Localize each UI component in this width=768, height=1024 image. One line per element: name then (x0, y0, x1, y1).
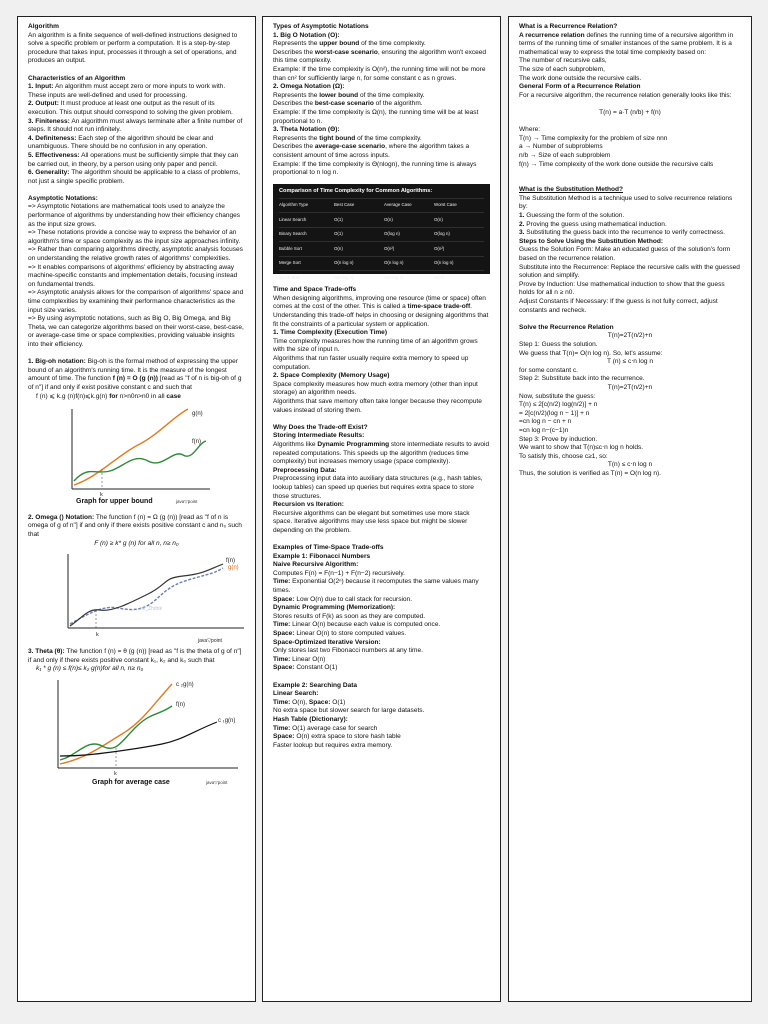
subheading: Naive Recursive Algorithm: (273, 561, 359, 569)
graph-title: Graph for average case (92, 778, 170, 786)
list-item: The size of each subproblem, (519, 65, 605, 73)
paragraph: Now, substitute the guess: (519, 392, 596, 400)
curve-label: c ₂g(n) (176, 681, 194, 688)
list-item: 2. Proving the guess using mathematical induction. (519, 220, 667, 228)
curve-label: f(n) (176, 701, 185, 708)
formula: =cn log n − cn + n (519, 418, 572, 426)
formula: =cn log n−(c−1)n (519, 426, 569, 434)
big-oh-formula: f (n) ⩽ k.g (n)f(n)⩽k.g(n) for n>n0n>n0 in all case (36, 392, 181, 400)
paragraph: A recurrence relation defines the running time of a recursive algorithm in terms of the running time of smaller instances of the same problem. It is a mathematical way to express the total time complexity based on: (519, 31, 734, 56)
paragraph: Time: O(1) average case for search (273, 724, 378, 732)
theta-heading: 3. Theta Notation (Θ): (273, 126, 340, 134)
table-cell: O(n²) (434, 245, 445, 251)
list-item: Prove by Induction: Use mathematical induction to show that the guess holds for all n ≥ n0. (519, 280, 725, 297)
paragraph: Example: If the time complexity is Θ(nlogn), the running time is always proportional to n log n. (273, 160, 477, 177)
subheading: Example 1: Fibonacci Numbers (273, 552, 371, 560)
list-item: Guess the Solution Form: Make an educated guess of the solution's form based on the recurrence relation. (519, 246, 731, 263)
column-header: Best Case (334, 202, 355, 208)
paragraph: Time: O(n), Space: O(1) (273, 698, 346, 706)
list-item: f(n) → Time complexity of the work done outside the recursive calls (519, 160, 714, 168)
omega-heading: 2. Omega Notation (Ω): (273, 83, 345, 91)
tick-label: k (114, 770, 117, 777)
curve-label: f(n) (192, 439, 201, 446)
list-item: => These notations provide a concise way to express the behavior of an algorithm's time or space complexity as the input size approaches infinity. (28, 229, 241, 245)
complexity-table (273, 184, 490, 280)
subheading: Storing Intermediate Results: (273, 432, 365, 440)
paragraph: Represents the lower bound of the time complexity. (273, 91, 425, 99)
paragraph: Represents the tight bound of the time complexity. (273, 134, 422, 142)
paragraph: Computes F(n) = F(n−1) + F(n−2) recursively. (273, 569, 405, 577)
paragraph: Example: If the time complexity is O(n²), the running time will not be more than cn² for sufficiently large n, for some constant c as n grows. (273, 65, 486, 82)
table-header-row (279, 198, 484, 213)
curve-label: f(n) (226, 558, 235, 565)
paragraph: Recursive algorithms can be elegant but sometimes use more stack space. Iterative algorithms may use less space but might be slower depending on the problem. (273, 509, 470, 534)
tick-label: k (96, 632, 99, 639)
list-item: a → Number of subproblems (519, 143, 603, 151)
paragraph: Space complexity measures how much extra memory (other than input storage) an algorithm needs. (273, 380, 478, 397)
column-algorithms (17, 16, 256, 1002)
table-row (279, 227, 484, 242)
paragraph: Algorithms like Dynamic Programming store intermediate results to avoid repeated computations. This speeds up the algorithm (reduces time complexity) but increases memory usage (space complexity). (273, 440, 490, 466)
subheading: Example 2: Searching Data (273, 681, 358, 689)
list-item: 6. Generality: The algorithm should be applicable to a class of problems, not just a single specific problem. (28, 169, 241, 185)
omega-formula: F (n) ≥ k* g (n) for all n, n≥ n₀ (94, 539, 179, 547)
algorithm-heading: Algorithm (28, 23, 59, 30)
column-notations-tradeoffs (262, 16, 501, 1002)
table-row (279, 212, 484, 227)
tradeoffs-heading: Time and Space Trade-offs (273, 286, 357, 294)
upper-bound-graph (58, 405, 218, 505)
lower-bound-graph (48, 550, 248, 648)
list-item: Substitute into the Recurrence: Replace the recursive calls with the guessed solution and simplify. (519, 263, 740, 280)
list-item: 3. Substituting the guess back into the recurrence to verify correctness. (519, 229, 725, 237)
graph-title: Graph for upper bound (76, 498, 153, 506)
list-item: 2. Output: It must produce at least one output as the result of its execution. This output should correspond to solving the given problem. (28, 100, 233, 116)
paragraph: for some constant c. (519, 366, 578, 374)
faint-label: nk_Zhdnk (140, 606, 162, 613)
paragraph: Step 2: Substitute back into the recurrence. (519, 375, 645, 383)
paragraph: Algorithms that run faster usually require extra memory to speed up computation. (273, 355, 469, 371)
list-item: => Rather than comparing algorithms directly, asymptotic analysis focuses on understanding the relative growth rates of algorithms' complexities. (28, 246, 243, 263)
list-item: The number of recursive calls, (519, 57, 607, 65)
paragraph: Where: (519, 126, 541, 134)
paragraph: For a recursive algorithm, the recurrence relation generally looks like this: (519, 91, 732, 99)
paragraph: Algorithms that save memory often take longer because they recompute values instead of storing them. (273, 398, 482, 414)
substitution-heading: What is the Substitution Method? (519, 186, 624, 194)
examples-heading: Examples of Time-Space Trade-offs (273, 544, 384, 552)
table-cell: Quick Sort (279, 274, 300, 280)
watermark: java▽point (206, 779, 228, 785)
why-heading: Why Does the Trade-off Exist? (273, 423, 368, 431)
table-cell: O(n log n) (334, 260, 354, 266)
table-cell: Merge Sort (279, 260, 301, 266)
table-cell: Bubble Sort (279, 245, 302, 251)
paragraph: When designing algorithms, improving one resource (time or space) often comes at the cost of the other. This is called a time-space trade-off. Understanding this trade-off helps in choosing or designing algorithms that fit the constraints of a particular system or application. (273, 294, 489, 328)
omega-paragraph: 2. Omega () Notation: The function f (n) = Ω (g (n)) [read as "f of n is omega of g of n"] if and only if there exists positive constant c and n₀ such that (28, 513, 242, 538)
column-header: Average Case (384, 202, 412, 208)
formula: = 2[c(n/2)(log n − 1)] + n (519, 409, 590, 417)
table-row (279, 256, 484, 271)
theta-paragraph: 3. Theta (θ): The function f (n) = θ (g (n)) [read as "f is the theta of g of n"] if and only if there exists positive constant k₁, k₂ and k₀ such that (28, 648, 242, 664)
algorithm-definition: An algorithm is a finite sequence of well-defined instructions designed to solve a specific problem or perform a computation. It is a step-by-step procedure that takes input, processes it through a set of operations, and produces an output. (28, 31, 238, 65)
table-cell: O(n log n) (434, 260, 454, 266)
big-oh-paragraph: 1. Big-oh notation: Big-oh is the formal method of expressing the upper bound of an algorithm's running time. It is the measure of the longest amount of time. The function f (n) = O (g (n)) [read as "f of n is big-oh of g of n"] if and only if exist positive constant c and such that (28, 358, 242, 391)
paragraph: Example: If the time complexity is Ω(n), the running time will be at least proportional to n. (273, 108, 479, 125)
paragraph: Space: Low O(n) due to call stack for recursion. (273, 595, 413, 603)
paragraph: Describes the average-case scenario, where the algorithm takes a consistent amount of time across inputs. (273, 143, 470, 159)
watermark: java▽point (176, 499, 198, 505)
average-case-graph (42, 676, 242, 788)
paragraph: Space: Constant O(1) (273, 664, 338, 672)
table-cell: O(n log n) (384, 260, 404, 266)
formula: T(n) ≤ 2[c(n/2) log(n/2)] + n (519, 401, 598, 409)
paragraph: Time complexity measures how the running time of an algorithm grows with the size of input n. (273, 337, 478, 354)
big-o-heading: 1. Big O Notation (O): (273, 31, 340, 39)
paragraph: No extra space but slower search for large datasets. (273, 707, 425, 715)
subheading: Dynamic Programming (Memorization): (273, 604, 396, 612)
table-cell: O(log n) (384, 231, 400, 237)
curve-label: g(n) (192, 411, 203, 418)
subheading: Hash Table (Dictionary): (273, 715, 348, 723)
formula: T(n) ≤ c⋅n log n (607, 461, 653, 469)
table-cell: O(n²) (434, 274, 445, 280)
table-cell: O(log n) (434, 231, 450, 237)
tick-label: k (100, 492, 103, 499)
list-item: 5. Effectiveness: All operations must be sufficiently simple that they can be carried out, in theory, by a person using only paper and pencil. (28, 151, 239, 168)
general-form-heading: General Form of a Recurrence Relation (519, 83, 641, 91)
paragraph: Time: Linear O(n) because each value is computed once. (273, 621, 441, 629)
paragraph: Space: O(n) extra space to store hash table (273, 733, 401, 741)
paragraph: Time: Linear O(n) (273, 655, 326, 663)
paragraph: Preprocessing input data into auxiliary data structures (e.g., hash tables, lookup tables) can speed up queries but requires extra space to store those structures. (273, 475, 483, 500)
subheading: Recursion vs Iteration: (273, 501, 344, 509)
column-header: Algorithm Type (279, 202, 309, 208)
formula: T(n)=2T(n/2)+n (607, 332, 653, 340)
table-cell: O(n) (334, 245, 343, 251)
paragraph: Represents the upper bound of the time complexity. (273, 40, 426, 48)
types-heading: Types of Asymptotic Notations (273, 23, 369, 30)
table-row (279, 241, 484, 256)
list-item: 1. Guessing the form of the solution. (519, 212, 625, 220)
table-cell: O(n log n) (334, 274, 354, 280)
paragraph: Space: Linear O(n) to store computed values. (273, 630, 407, 638)
list-item: => Asymptotic Notations are mathematical tools used to analyze the performance of algorithms by understanding how their efficiency changes as the input size grows. (28, 203, 241, 228)
table-cell: Binary Search (279, 231, 307, 237)
watermark: java▽point (198, 638, 222, 645)
list-item: => By using asymptotic notations, such as Big O, Big Omega, and Big Theta, we can categorize algorithms based on their worst-case, best-case, or average-case time or space complexities, providing valuable insights into their efficiency. (28, 315, 244, 348)
table-cell: O(n) (384, 216, 393, 222)
column-header: Worst Case (434, 202, 457, 208)
paragraph: To satisfy this, choose c≥1, so: (519, 452, 608, 460)
list-item: => It enables comparisons of algorithms' efficiency by abstracting away machine-specific constants and implementation details, focusing instead on fundamental trends. (28, 263, 238, 288)
curve-label: g(n) (228, 565, 239, 572)
paragraph: Step 1: Guess the solution. (519, 340, 598, 348)
paragraph: We want to show that T(n)≤c⋅n log n holds. (519, 444, 644, 452)
subheading: Preprocessing Data: (273, 466, 337, 474)
list-item: T(n) → Time complexity for the problem of size nnn (519, 134, 668, 142)
table-cell: O(1) (334, 231, 343, 237)
paragraph: Step 3: Prove by induction. (519, 435, 598, 443)
column-recurrence (508, 16, 752, 1002)
list-item: 4. Definiteness: Each step of the algorithm should be clear and unambiguous. There should be no confusion in any operation. (28, 134, 214, 151)
formula: T(n) = a·T (n/b) + f(n) (599, 108, 661, 116)
formula: T(n)=2T(n/2)+n (607, 383, 653, 391)
paragraph: Stores results of F(k) as soon as they are computed. (273, 612, 426, 620)
table-cell: Linear Search (279, 216, 307, 222)
list-item: n/b → Size of each subproblem (519, 151, 611, 159)
paragraph: Describes the best-case scenario of the algorithm. (273, 100, 423, 108)
theta-formula: k₁ * g (n) ≤ f(n)≤ k₂ g(n)for all n, n≥ n₀ (36, 665, 144, 673)
subheading: Space-Optimized Iterative Version: (273, 638, 381, 646)
list-item: The work done outside the recursive calls. (519, 74, 642, 82)
paragraph: Only stores last two Fibonacci numbers at any time. (273, 647, 423, 655)
characteristics-list (28, 83, 245, 186)
paragraph: Time: Exponential O(2ⁿ) because it recomputes the same values many times. (273, 578, 479, 595)
list-item: Adjust Constants if Necessary: If the guess is not fully correct, adjust constants and recheck. (519, 298, 718, 314)
table-cell: O(n²) (384, 245, 395, 251)
time-complexity-heading: 1. Time Complexity (Execution Time) (273, 329, 387, 337)
list-item: 3. Finiteness: An algorithm must always terminate after a finite number of steps. It should not run infinitely. (28, 117, 243, 134)
paragraph: Thus, the solution is verified as T(n) = O(n log n). (519, 469, 661, 477)
subheading: Linear Search: (273, 690, 319, 698)
paragraph: The Substitution Method is a technique used to solve recurrence relations by: (519, 194, 733, 211)
table-cell: O(n log n) (384, 274, 404, 280)
curve-label: c ₁g(n) (218, 717, 236, 724)
paragraph: We guess that T(n)= O(n log n). So, let's assume: (519, 349, 663, 357)
formula: T (n) ≤ c⋅n log n (607, 358, 653, 366)
list-item: 1. Input: An algorithm must accept zero or more inputs to work with. These inputs are well-defined and used for processing. (28, 83, 226, 99)
steps-heading: Steps to Solve Using the Substitution Method: (519, 237, 664, 245)
paragraph: Faster lookup but requires extra memory. (273, 741, 393, 749)
solve-heading: Solve the Recurrence Relation (519, 323, 614, 331)
asymptotic-heading: Asymptotic Notations: (28, 194, 98, 202)
paragraph: Describes the worst-case scenario, ensuring the algorithm won't exceed this time complexity. (273, 48, 487, 65)
list-item: => Asymptotic analysis allows for the comparison of algorithms' space and time complexities by examining their performance characteristics as the input size varies. (28, 289, 244, 314)
recurrence-heading: What is a Recurrence Relation? (519, 23, 618, 30)
space-complexity-heading: 2. Space Complexity (Memory Usage) (273, 372, 390, 380)
table-cell: O(n) (434, 216, 443, 222)
table-cell: O(1) (334, 216, 343, 222)
table-title: Comparison of Time Complexity for Common Algorithms: (279, 187, 433, 194)
characteristics-heading: Characteristics of an Algorithm (28, 74, 126, 82)
